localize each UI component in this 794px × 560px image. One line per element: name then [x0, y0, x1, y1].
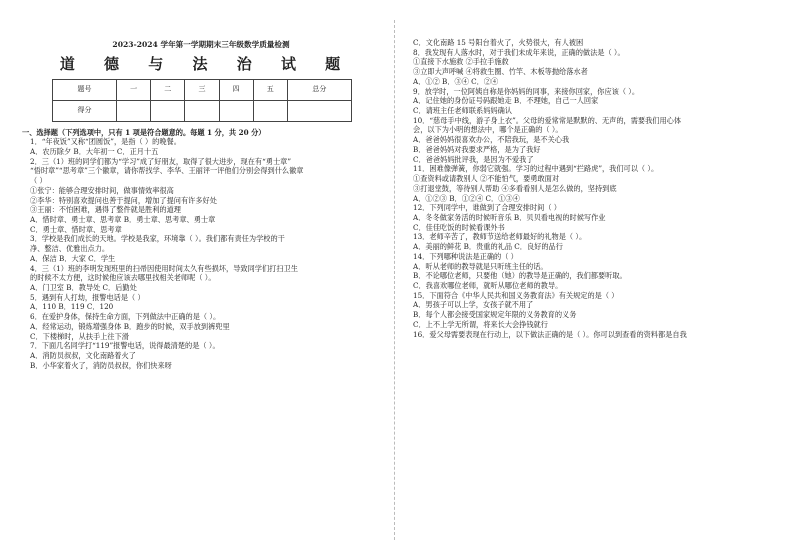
option-line: A．美丽的鲜花 B．贵重的礼品 C．良好的品行: [413, 242, 563, 252]
option-line: A．消防员叔叔，文化南路着火了: [30, 351, 136, 361]
score-cell: 题号: [53, 79, 117, 100]
score-cell: 得分: [53, 100, 117, 121]
left-questions: [22, 137, 390, 370]
option-line: C．请班主任老师联系妈妈确认: [413, 106, 512, 116]
subject-title: 道 德 与 法 治 试 题: [59, 55, 353, 74]
option-line: C．勇士章、惜时章、思考章: [30, 224, 122, 234]
question-line: 2．三（1）班的同学们都为“学习”成了好朋友，取得了很大进步，现在有“勇士章”: [30, 156, 292, 166]
score-cell: 总分: [287, 79, 351, 100]
option-line: A．冬冬做家务活的时候听音乐 B．贝贝看电视的时候写作业: [413, 212, 606, 222]
question-line: 3．学校是我们成长的天地。学校是我家，环境靠（ ）。我们都有责任为学校的干: [30, 234, 285, 244]
option-line: A．门卫室 B．教导处 C．后勤处: [30, 283, 137, 292]
option-line: C．文化南路 15 号阳台着火了，火势很大，有人被困: [413, 38, 584, 47]
score-cell: 五: [253, 79, 287, 100]
question-line: 15．下面符合《中华人民共和国义务教育法》有关规定的是（ ）: [413, 290, 619, 300]
score-input-cell[interactable]: [185, 100, 219, 121]
score-input-cell[interactable]: [151, 100, 185, 121]
question-line: “悟时章”“思考章”三个徽章，请你帮找学、李华、王丽评一评他们分别会得到什么徽章: [30, 166, 304, 176]
score-cell: 四: [219, 79, 253, 100]
score-cell: 二: [151, 79, 185, 100]
option-line: A．①② B．③④ C．②④: [413, 76, 499, 86]
option-line: A．记住她的身份证号码跟她走 B．不理她，自己一人回家: [413, 96, 599, 106]
option-line: B．不论哪位老师，只要他（她）的教导是正确的，我们都要听取。: [413, 271, 627, 281]
score-input-cell[interactable]: [219, 100, 253, 121]
option-line: A．保洁 B．大家 C．学生: [30, 253, 116, 263]
option-line: C．我喜欢哪位老师，就听从哪位老师的教导。: [413, 280, 563, 290]
question-line: 会，以下为小明的想法中，哪个是正确的（ ）。: [413, 125, 563, 135]
question-line: 16．爱父母需要表现在行动上，以下做法正确的是（ ）。你可以到查看的资料都是自我: [413, 329, 687, 339]
left-column: [22, 40, 390, 370]
statement-line: ①查资料或请教别人 ②不能怕气，要勇敢面对: [413, 174, 560, 184]
option-line: B．爸爸妈妈对我要求严格，是为了我好: [413, 144, 541, 154]
score-table: [52, 79, 352, 122]
question-line: 10．“慈母手中线，游子身上衣”。父母的爱常常是默默的、无声的，需要我们用心体: [413, 115, 682, 125]
statement-line: ①直接下水施救 ②手拉手施救: [413, 57, 509, 67]
statement-line: ③打退堂鼓，等待别人帮助 ④多看看别人是怎么做的，坚持到底: [413, 183, 617, 193]
option-line: A．经常运动，锻炼增强身体 B．跑步的时候，双手放到裤兜里: [30, 321, 230, 331]
right-column: [405, 38, 775, 339]
score-input-cell[interactable]: [117, 100, 151, 121]
question-line: 9．放学时，一位阿姨自称是你妈妈的同事，来接你回家，你应该（ ）。: [413, 86, 640, 96]
score-value-row: [53, 100, 352, 121]
score-input-cell[interactable]: [253, 100, 287, 121]
statement-line: ③立即大声呼喊 ④将救生圈、竹竿、木板等抛给落水者: [413, 67, 588, 77]
question-line: 14．下列哪种说法是正确的（ ）: [413, 251, 518, 261]
question-line: 13．老师辛苦了，教师节送给老师最好的礼物是（ ）。: [413, 232, 587, 242]
question-line: （ ）: [30, 176, 47, 186]
score-header-row: [53, 79, 352, 100]
question-line: 7．下面几名同学打“119”报警电话，说得最清楚的是（ ）。: [30, 341, 220, 351]
question-line: 11．困难像弹簧，你弱它就强。学习的过程中遇到“拦路虎”，我们可以（ ）。: [413, 164, 659, 174]
column-divider: [394, 20, 395, 540]
exam-title: 2023-2024 学年第一学期期末三年级数学质量检测: [112, 40, 290, 49]
option-line: A．听从老师的教导就是只听班主任的话。: [413, 261, 548, 271]
question-line: 的时候不太方便，这时候他应该去哪里找相关老师呢（ ）。: [30, 273, 216, 283]
question-line: 12．下列同学中，谁做到了合理安排时间（ ）: [413, 203, 561, 213]
statement-line: ③王丽：不怕困难，遇得了整件就是胜利的道理: [30, 205, 181, 215]
section-heading: 一、选择题（下列选项中，只有 1 项是符合题意的。每题 1 分，共 20 分）: [22, 127, 266, 137]
option-line: C．下楼梯时，从扶手上往下滑: [30, 331, 129, 341]
option-line: C．上不上学无所谓，将来长大会挣钱就行: [413, 319, 548, 329]
score-input-cell[interactable]: [287, 100, 351, 121]
option-line: C．佳佳吃饭的时候看课外书: [413, 222, 505, 232]
question-line: 1．“年夜饭”又称“团圆饭”，是指（ ）的晚餐。: [30, 137, 181, 147]
question-line: 5．遇到有人打劫，报警电话是（ ）: [30, 292, 145, 302]
option-line: B．每个人都会接受国家规定年限的义务教育的义务: [413, 310, 577, 320]
score-cell: 三: [185, 79, 219, 100]
question-line: 8．我发现有人落水时，对于我们未成年来说，正确的做法是（ ）。: [413, 47, 625, 57]
option-line: A．爸爸妈妈很喜欢办公，不陪我玩，是不关心我: [413, 135, 570, 145]
question-line: 4．三（1）班的李明发现班里的扫帚因使用时间太久有些损坏，导致同学们打扫卫生: [30, 263, 298, 273]
option-line: C．爸爸妈妈批评我，是因为不爱我了: [413, 154, 534, 164]
option-line: A．农历除夕 B．大年初一 C．正月十五: [30, 146, 159, 156]
option-line: A．惜时章、勇士章、思考章 B．勇士章、思考章、勇士章: [30, 214, 216, 224]
question-line: 净、整洁、优雅出点力。: [30, 244, 110, 254]
option-line: A．110 B．119 C．120: [30, 302, 114, 312]
statement-line: ②李华：特别喜欢提问也善于提问，增加了提问有许多好处: [30, 195, 217, 205]
statement-line: ①张宁：能够合理安排时间，做事情效率很高: [30, 185, 174, 195]
option-line: A．①②③ B．①②④ C．①③④: [413, 193, 520, 203]
score-cell: 一: [117, 79, 151, 100]
option-line: B．小华家着火了，消防员叔叔，你们快来呀: [30, 360, 172, 370]
option-line: A．男孩子可以上学，女孩子就不用了: [413, 300, 534, 310]
question-line: 6．在爱护身体，保持生命方面，下列做法中正确的是（ ）。: [30, 312, 221, 322]
